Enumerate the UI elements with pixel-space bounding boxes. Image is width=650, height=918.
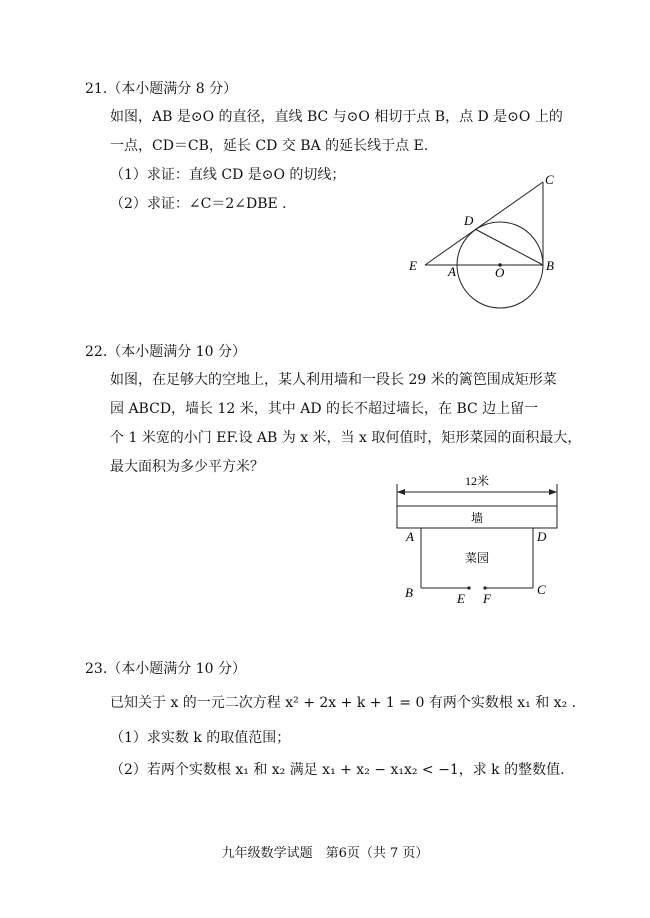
q21-part1: （1）求证：直线 CD 是⊙O 的切线； [110,167,346,183]
wall-label: 墙 [470,511,484,525]
q23-part1: （1）求实数 k 的取值范围； [110,730,291,746]
q21-part2: （2）求证：∠C＝2∠DBE . [110,196,287,212]
label-d: D [464,213,474,228]
page-footer: 九年级数学试题 第6页（共 7 页） [221,846,429,861]
label-b: B [405,585,413,600]
label-e: E [409,258,417,273]
q22-line3: 个 1 米宽的小门 EF.设 AB 为 x 米，当 x 取何值时，矩形菜园的面积最大， [110,430,582,446]
label-f: F [483,591,491,606]
garden-label: 菜园 [464,551,490,565]
dimension-label: 12米 [464,474,490,488]
label-c: C [545,172,554,187]
label-a: A [448,264,456,279]
q21-header: 21.（本小题满分 8 分） [85,81,238,97]
q22-header: 22.（本小题满分 10 分） [85,344,246,360]
q21-figure [400,170,570,315]
q22-line4: 最大面积为多少平方米？ [110,459,264,475]
q22-line2: 园 ABCD，墙长 12 米，其中 AD 的长不超过墙长，在 BC 边上留一 [110,401,539,417]
q22-figure [385,470,575,610]
label-o: O [495,265,505,280]
q23-header: 23.（本小题满分 10 分） [85,661,246,677]
label-d: D [537,529,547,544]
q21-line1: 如图，AB 是⊙O 的直径，直线 BC 与⊙O 相切于点 B，点 D 是⊙O 上的 [110,109,563,125]
q22-line1: 如图，在足够大的空地上，某人利用墙和一段长 29 米的篱笆围成矩形菜 [110,372,557,388]
q21-line2: 一点，CD＝CB，延长 CD 交 BA 的延长线于点 E. [110,138,429,154]
line-ec [425,182,543,265]
point-e [467,586,470,589]
arrow-right [549,489,557,495]
label-e: E [457,591,465,606]
point-f [483,586,486,589]
label-a: A [406,529,414,544]
q23-line1: 已知关于 x 的一元二次方程 x² + 2x + k + 1 = 0 有两个实数根 x₁ 和 x₂ . [110,695,577,711]
arrow-left [397,489,405,495]
label-c: C [537,582,546,597]
label-b: B [546,258,554,273]
q23-part2: （2）若两个实数根 x₁ 和 x₂ 满足 x₁ + x₂ − x₁x₂ < −1，求 k 的整数值. [110,762,565,778]
line-db [475,229,543,265]
